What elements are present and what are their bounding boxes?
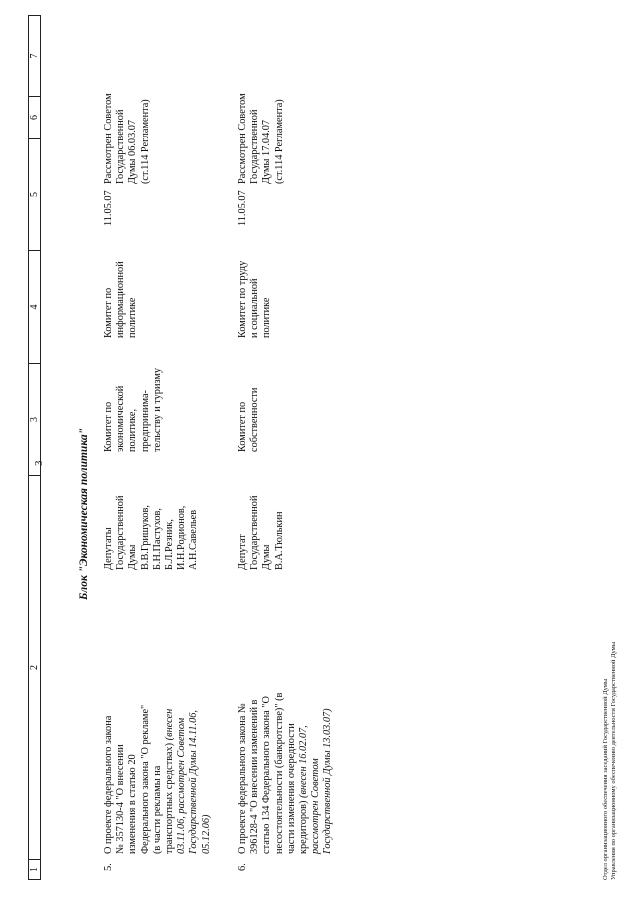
col-5: 5	[29, 139, 41, 251]
review-status: Рассмотрен Советом Государственной Думы 17.04.07 (ст.114 Регламента)	[237, 93, 285, 184]
col-2: 2	[29, 476, 41, 860]
bill-note: (внесен 16.02.07, рассмотрен Советом Государственной Думы 13.03.07)	[298, 708, 334, 854]
bill-title-text: О проекте федерального закона № 357130-4 "О внесении изменения в статью 20 Федерального закона "О рекламе" (в части рекламы на транспортных средствах)	[103, 704, 176, 854]
bill-author: Депутат Государственной Думы В.А.Тюлькин	[237, 495, 285, 570]
column-number-header	[28, 15, 41, 880]
bill-title	[237, 680, 335, 854]
footer-line-1: Отдел организационного обеспечения заседаний Государственной Думы	[602, 678, 609, 880]
bill-note: (внесен 03.11.06, рассмотрен Советом Государственной Думы 14.11.06, 05.12.06)	[164, 708, 212, 854]
block-title: Блок "Экономическая политика"	[78, 427, 90, 600]
row-number: 5.	[103, 863, 114, 871]
col-6: 6	[29, 97, 41, 139]
row-number: 6.	[237, 863, 248, 871]
col-7: 7	[29, 16, 41, 97]
review-status: Рассмотрен Советом Государственной Думы 06.03.07 (ст.114 Регламента)	[103, 93, 151, 184]
review-date: 11.05.07	[237, 190, 248, 226]
col-1: 1	[29, 860, 41, 880]
bill-author: Депутаты Государственной Думы В.В.Гришуков, Б.Н.Пастухов, Б.Л.Резник, И.Н.Родионов, А.Н.Савельев	[103, 495, 200, 570]
page-number: 3	[33, 460, 45, 466]
footer-line-2: Управления по организационному обеспечению деятельности Государственной Думы	[610, 641, 617, 880]
col-3: 3	[29, 364, 41, 476]
bill-title	[103, 704, 213, 854]
responsible-committee: Комитет по собственности	[237, 387, 261, 452]
responsible-committee: Комитет по экономической политике, предпринима- тельству и туризму	[103, 367, 163, 452]
review-date: 11.05.07	[103, 190, 114, 226]
bill-title-text: О проекте федерального закона № 396128-4 "О внесении изменений в статью 134 Федерального закона "О несостоятельности (банкротстве)" (в части изменения очередности кредиторов)	[237, 692, 310, 854]
col-4: 4	[29, 251, 41, 364]
co-executor-committee: Комитет по труду и социальной политике	[237, 260, 273, 338]
co-executor-committee: Комитет по информационной политике	[103, 261, 139, 338]
